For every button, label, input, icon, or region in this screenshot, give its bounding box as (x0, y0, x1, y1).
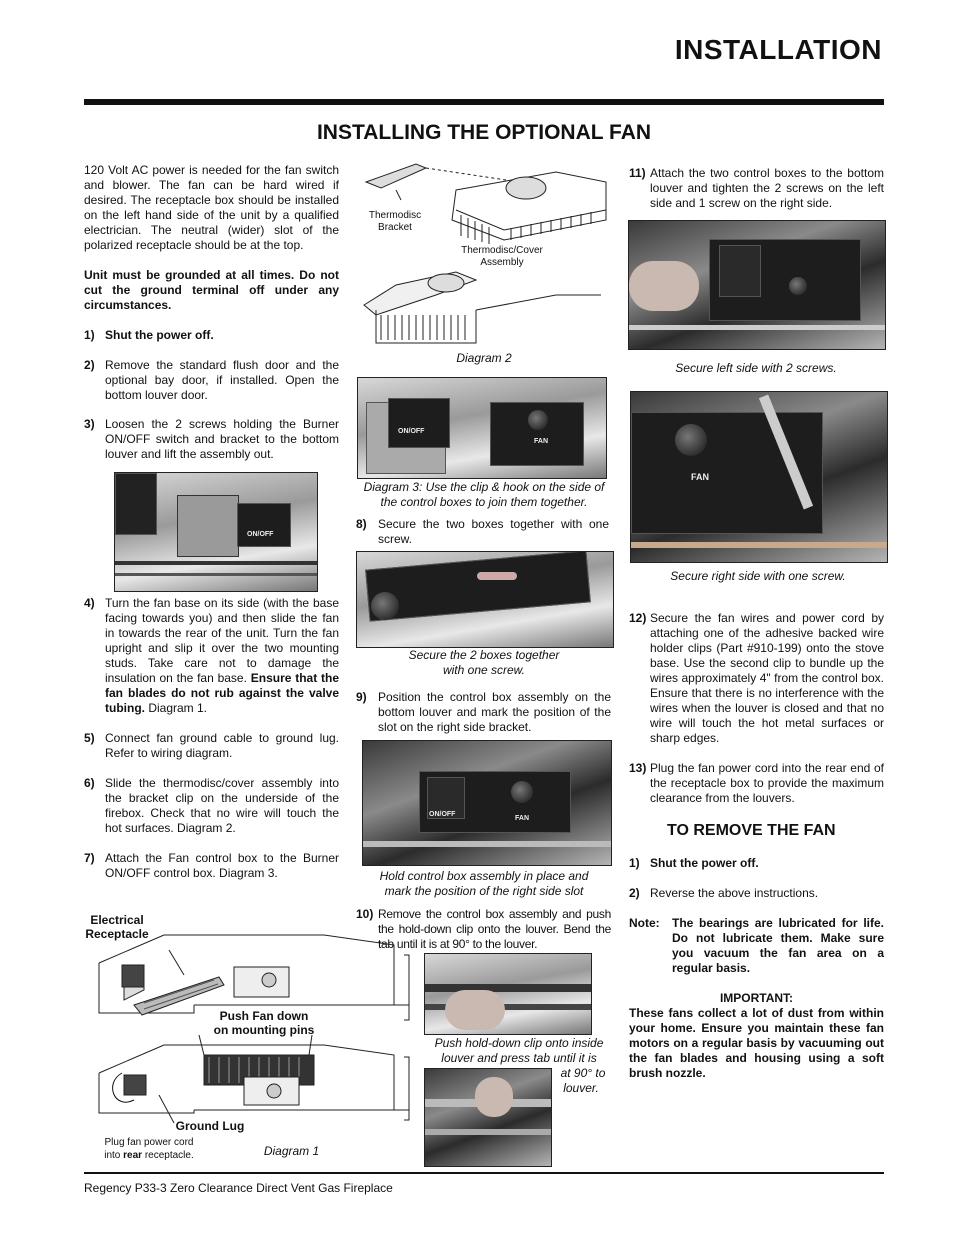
step-7 (84, 851, 339, 881)
fan-label: FAN (691, 472, 709, 482)
step-text: Shut the power off. (650, 856, 759, 870)
position-box-photo (362, 740, 612, 866)
step-text: Attach the two control boxes to the bottom louver and tighten the 2 screws on the left side and 1 screw on the right side. (650, 166, 884, 210)
step-number: 4) (84, 596, 95, 610)
push-caption-1: Push hold-down clip onto inside (434, 1036, 604, 1050)
plug-label-line2: into rear receptacle. (104, 1150, 194, 1161)
note-block (629, 916, 884, 976)
mounting-pins-label: on mounting pins (213, 1023, 315, 1037)
diagram-1-caption: Diagram 1 (263, 1144, 320, 1158)
step-reference: Diagram 1. (148, 701, 208, 715)
note-text: The bearings are lubricated for life. Do not lubricate them. Make sure you vacuum the fan area on a regular basis. (672, 916, 884, 975)
page-title: INSTALLATION (674, 34, 882, 65)
step-number: 2) (84, 358, 95, 372)
step-text: Secure the fan wires and power cord by attaching one of the adhesive backed wire holder clips (Part #910-199) onto the stove base. Use the second clip to bundle up the wires approximately 4" from the control box. Ensure that there is no interference with the wires when the louver is closed and that no wire will touch the hot metal surfaces or sharp edges. (650, 611, 884, 745)
left-screws-photo (628, 220, 886, 350)
hold-caption-2: mark the position of the right side slot (384, 884, 584, 898)
note-label: Note: (629, 916, 660, 930)
step-4 (84, 596, 339, 716)
footer-rule (84, 1172, 884, 1174)
push-caption-3: at 90° to (560, 1066, 606, 1080)
step-6 (84, 776, 339, 836)
remove-fan-heading: TO REMOVE THE FAN (667, 822, 836, 839)
footer-text: Regency P33-3 Zero Clearance Direct Vent Gas Fireplace (84, 1181, 393, 1195)
step-12 (629, 611, 884, 746)
header-rule (84, 99, 884, 105)
step-number: 1) (84, 328, 95, 342)
step-warning: Ensure that the fan blades do not rub against the valve tubing. (105, 671, 339, 715)
step-text: Shut the power off. (105, 328, 214, 342)
remove-step-2 (629, 886, 884, 901)
step-5 (84, 731, 339, 761)
step-1 (84, 328, 339, 343)
step-text: Reverse the above instructions. (650, 886, 819, 900)
step-text: Slide the thermodisc/cover assembly into the bracket clip on the underside of the firebox. Check that no wire will touch the hot surfaces. Diagram 2. (105, 776, 339, 835)
step-text: Secure the two boxes together with one screw. (378, 517, 609, 546)
thermodisc-label: Thermodisc (368, 210, 422, 221)
step-number: 2) (629, 886, 640, 900)
step-number: 9) (356, 690, 367, 704)
step-11 (629, 166, 884, 211)
step-text: Loosen the 2 screws holding the Burner ON/OFF switch and bracket to the bottom louver and lift the assembly out. (105, 417, 339, 461)
electrical-label: Electrical (90, 913, 144, 927)
diagram-3-caption: Diagram 3: Use the clip & hook on the side of the control boxes to join them together. (363, 480, 605, 509)
step-text: Position the control box assembly on the bottom louver and mark the position of the slot on the right side bracket. (378, 690, 611, 734)
section-title: INSTALLING THE OPTIONAL FAN (316, 121, 652, 144)
step-number: 10) (356, 907, 374, 921)
bend-tab-photo (424, 1068, 552, 1167)
control-boxes-photo (357, 377, 607, 479)
step-text: Remove the standard flush door and the optional bay door, if installed. Open the bottom louver door. (105, 358, 339, 402)
remove-step-1 (629, 856, 884, 871)
step-number: 7) (84, 851, 95, 865)
step-text: Turn the fan base on its side (with the base facing towards you) and then slide the fan in towards the rear of the unit. Turn the fan upright and slip it over the two mounting studs. Take care not to damage the insulation on the fan base. (105, 596, 339, 685)
step-9 (356, 690, 611, 735)
ground-lug-label: Ground Lug (175, 1119, 245, 1133)
step-number: 3) (84, 417, 95, 431)
step-2 (84, 358, 339, 403)
receptacle-label: Receptacle (85, 927, 149, 941)
right-screw-photo (630, 391, 888, 563)
step-text: Connect fan ground cable to ground lug. Refer to wiring diagram. (105, 731, 339, 760)
step-13 (629, 761, 884, 806)
hold-down-clip-photo (424, 953, 592, 1035)
fan-label: FAN (515, 815, 529, 822)
step-3 (84, 417, 339, 462)
step-text: Attach the Fan control box to the Burner ON/OFF control box. Diagram 3. (105, 851, 339, 880)
assembly-label: Assembly (480, 257, 524, 268)
secure-boxes-caption-2: with one screw. (442, 663, 526, 677)
step-number: 11) (629, 166, 646, 180)
push-fan-label: Push Fan down (219, 1009, 309, 1023)
step-number: 6) (84, 776, 95, 790)
step-number: 8) (356, 517, 367, 531)
push-caption-2: louver and press tab until it is (441, 1051, 597, 1065)
ground-warning: Unit must be grounded at all times. Do not cut the ground terminal off under any circumstances. (84, 268, 339, 312)
step-number: 13) (629, 761, 647, 775)
hold-caption-1: Hold control box assembly in place and (379, 869, 589, 883)
fan-label: FAN (534, 438, 548, 445)
onoff-label: ON/OFF (398, 428, 425, 435)
bracket-label: Bracket (378, 222, 412, 233)
diagram-2 (356, 160, 612, 368)
onoff-label: ON/OFF (429, 811, 456, 818)
diagram-1 (84, 905, 354, 1167)
plug-label-line1: Plug fan power cord (104, 1137, 194, 1148)
step-number: 5) (84, 731, 95, 745)
step-number: 12) (629, 611, 647, 625)
switch-bracket-photo (114, 472, 318, 592)
step-text: Plug the fan power cord into the rear end of the receptacle box to provide the maximum clearance from the louvers. (650, 761, 884, 805)
push-caption-4: louver. (563, 1081, 599, 1095)
important-heading: IMPORTANT: (719, 991, 794, 1005)
important-text: These fans collect a lot of dust from within your home. Ensure you maintain these fan motors on a regular basis by vacuuming out the fan blades and housing using a soft brush nozzle. (629, 1006, 884, 1080)
intro-paragraph: 120 Volt AC power is needed for the fan switch and blower. The fan can be hard wired if desired. The receptacle box should be installed on the left hand side of the unit by a qualified electrician. The neutral (wider) slot of the polarized receptacle should be at the top. (84, 163, 339, 252)
step-number: 1) (629, 856, 640, 870)
onoff-label: ON/OFF (247, 531, 274, 538)
secure-boxes-caption-1: Secure the 2 boxes together (408, 648, 560, 662)
left-caption: Secure left side with 2 screws. (675, 361, 837, 375)
cover-label: Thermodisc/Cover (461, 245, 543, 256)
secure-boxes-photo (356, 551, 614, 648)
step-text: Remove the control box assembly and push the hold-down clip onto the louver. Bend the tab until it is at 90° to the louver. (378, 907, 611, 951)
step-8 (356, 517, 609, 547)
step-10 (356, 907, 611, 952)
diagram-2-caption: Diagram 2 (456, 351, 512, 365)
right-caption: Secure right side with one screw. (670, 569, 846, 583)
